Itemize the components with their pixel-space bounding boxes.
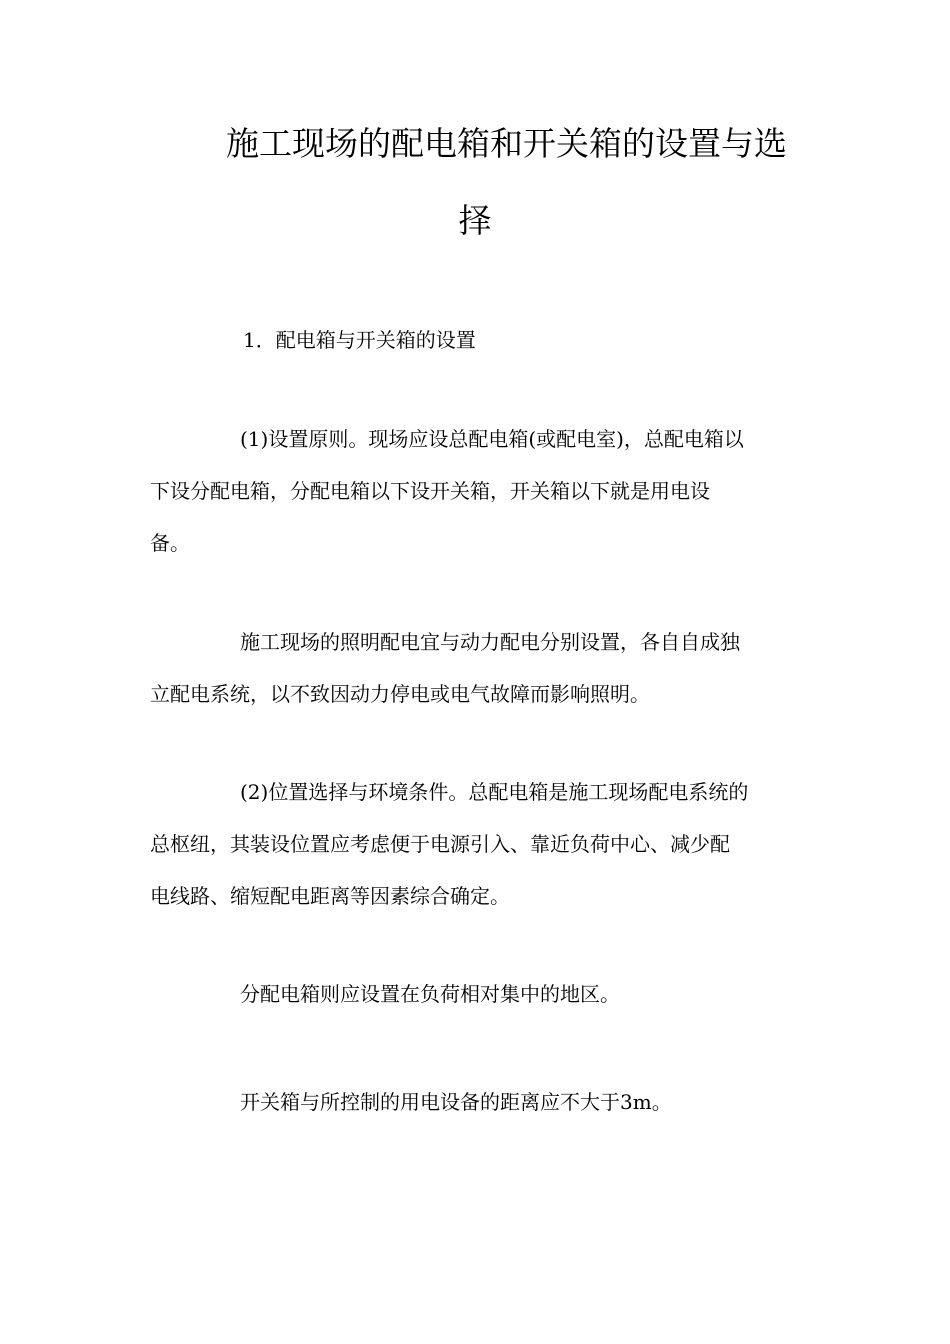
paragraph-line: (2)位置选择与环境条件。总配电箱是施工现场配电系统的 <box>240 780 749 804</box>
paragraph-line: 施工现场的照明配电宜与动力配电分别设置，各自自成独 <box>240 630 740 654</box>
document-title-line-2: 择 <box>458 201 492 240</box>
section-heading: 1．配电箱与开关箱的设置 <box>243 328 476 352</box>
paragraph-switch-box-distance <box>150 1076 810 1128</box>
paragraph-sub-distribution-box <box>150 968 810 1020</box>
document-title-line-1: 施工现场的配电箱和开关箱的设置与选 <box>226 124 787 163</box>
paragraph-line: 下设分配电箱，分配电箱以下设开关箱，开关箱以下就是用电设 <box>150 479 710 503</box>
paragraph-line: 备。 <box>150 531 190 555</box>
paragraph-location-selection <box>150 766 810 922</box>
paragraph-line: 电线路、缩短配电距离等因素综合确定。 <box>150 884 510 908</box>
paragraph-line: 总枢纽，其装设位置应考虑便于电源引入、靠近负荷中心、减少配 <box>150 832 730 856</box>
paragraph-line: 分配电箱则应设置在负荷相对集中的地区。 <box>240 982 620 1006</box>
paragraph-line: 立配电系统，以不致因动力停电或电气故障而影响照明。 <box>150 682 650 706</box>
paragraph-line: 开关箱与所控制的用电设备的距离应不大于3m。 <box>240 1090 672 1114</box>
paragraph-setting-principle <box>150 413 810 569</box>
paragraph-line: (1)设置原则。现场应设总配电箱(或配电室)，总配电箱以 <box>240 427 744 451</box>
paragraph-lighting-distribution <box>150 616 810 720</box>
